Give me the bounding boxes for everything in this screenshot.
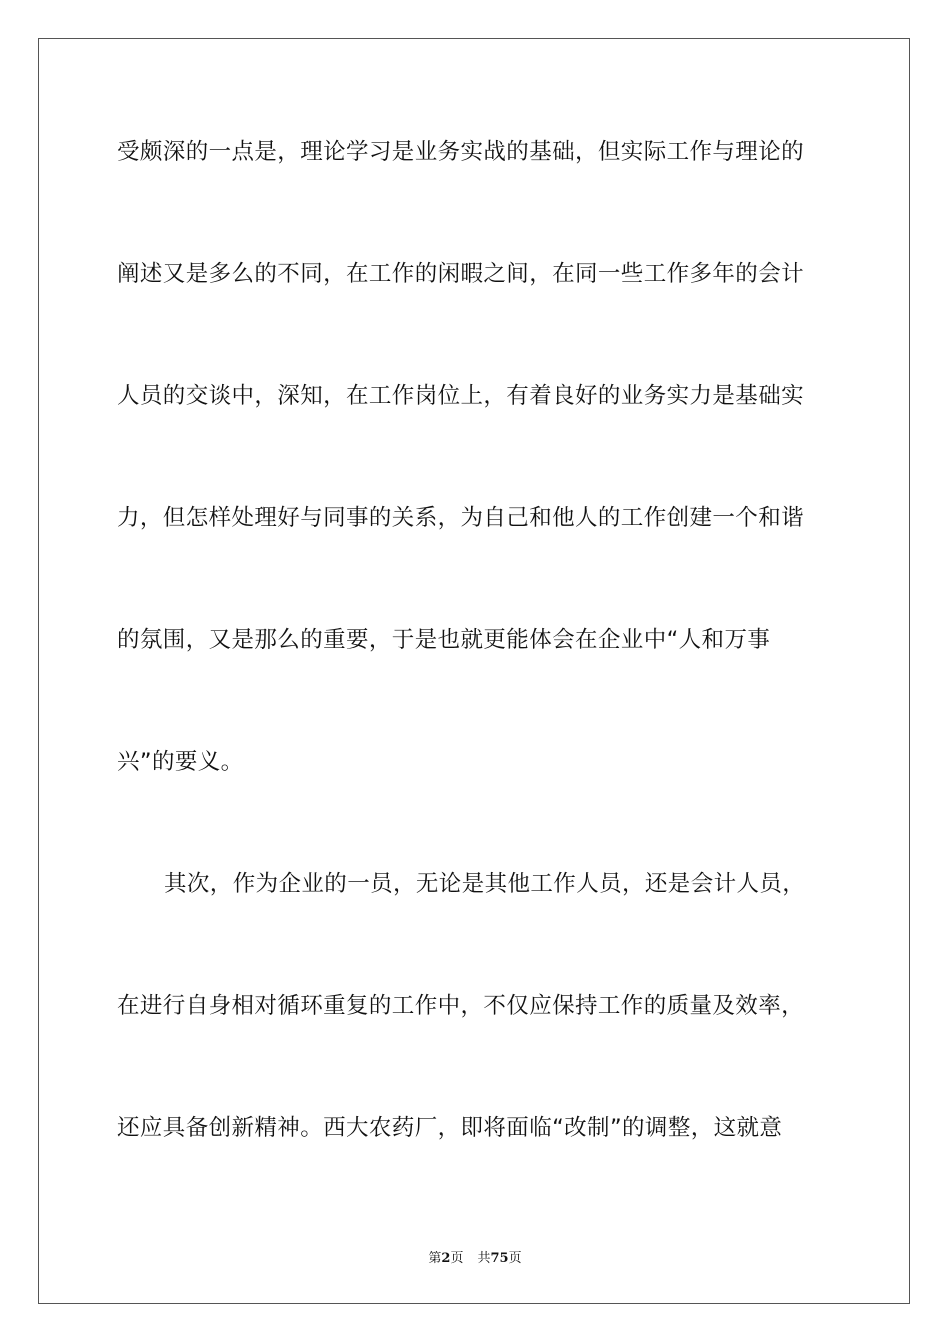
total-prefix: 共 bbox=[477, 1251, 491, 1266]
body-text-line: 阐述又是多么的不同，在工作的闲暇之间，在同一些工作多年的会计 bbox=[117, 261, 805, 287]
body-text-line: 还应具备创新精神。西大农药厂，即将面临“改制”的调整，这就意 bbox=[117, 1115, 783, 1141]
page-number: 2 bbox=[441, 1251, 451, 1266]
paragraph-first-line: 其次，作为企业的一员，无论是其他工作人员，还是会计人员， bbox=[164, 871, 806, 897]
body-text-line: 受颇深的一点是，理论学习是业务实战的基础，但实际工作与理论的 bbox=[117, 139, 805, 165]
body-text-line: 力，但怎样处理好与同事的关系，为自己和他人的工作创建一个和谐 bbox=[117, 505, 805, 531]
page-footer bbox=[0, 1247, 950, 1266]
body-text-line: 兴”的要义。 bbox=[117, 749, 244, 775]
body-text-line: 的氛围，又是那么的重要，于是也就更能体会在企业中“人和万事 bbox=[117, 627, 771, 653]
page-suffix: 页 bbox=[450, 1251, 464, 1266]
page-prefix: 第 bbox=[428, 1251, 442, 1266]
total-pages: 75 bbox=[490, 1251, 509, 1266]
body-text-line: 人员的交谈中，深知，在工作岗位上，有着良好的业务实力是基础实 bbox=[117, 383, 805, 409]
body-text-line: 在进行自身相对循环重复的工作中，不仅应保持工作的质量及效率， bbox=[117, 993, 805, 1019]
total-suffix: 页 bbox=[508, 1251, 522, 1266]
